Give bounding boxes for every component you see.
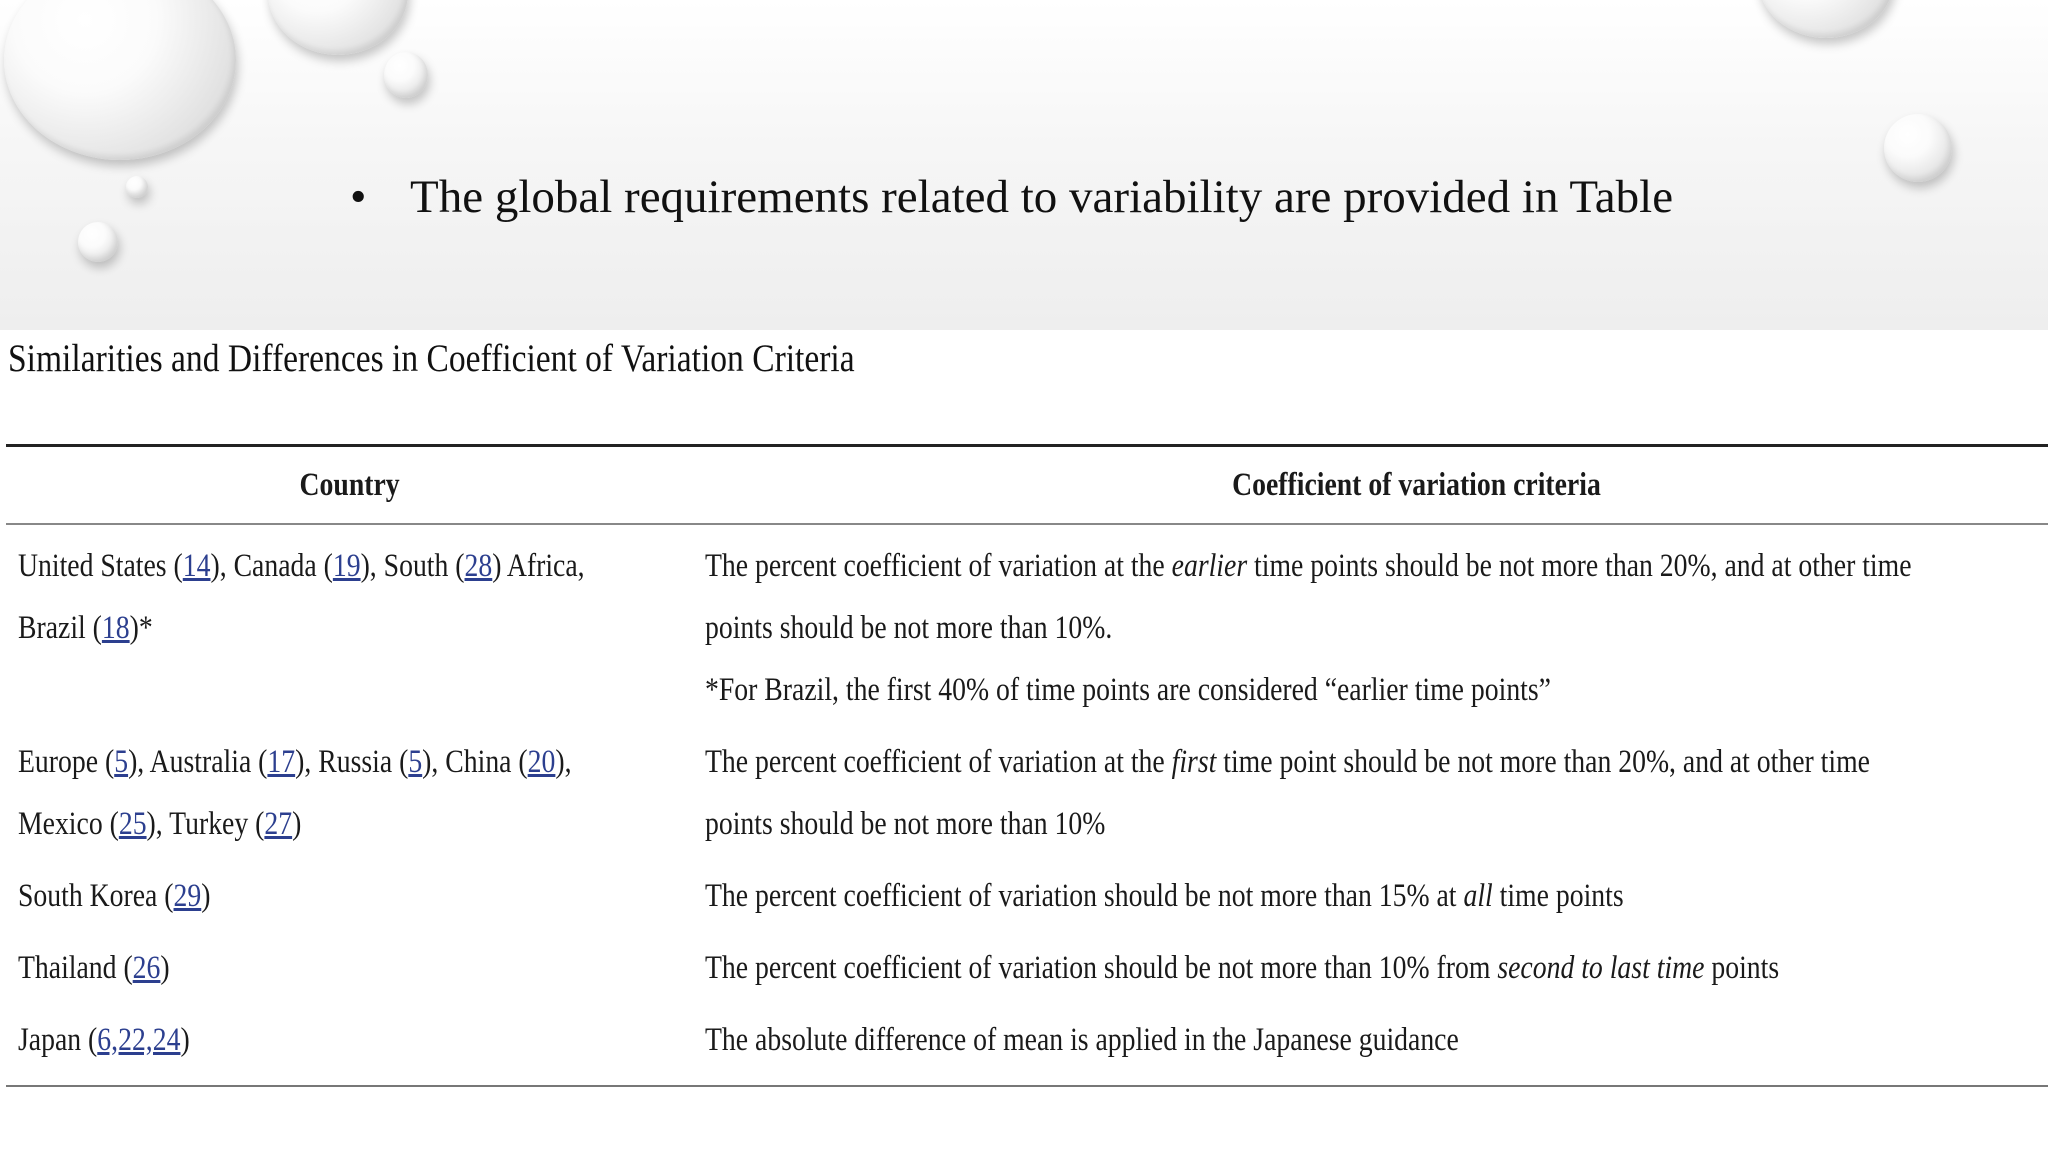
- bullet-text: The global requirements related to variability are provided in Table: [410, 171, 1674, 223]
- text-run: The percent coefficient of variation should be not more than 10% from: [704, 950, 1497, 986]
- text-run: ): [160, 950, 170, 986]
- water-drop-decoration: [384, 52, 428, 98]
- text-run: ), Turkey (: [146, 806, 265, 842]
- country-line: [18, 535, 585, 597]
- text-run: The percent coefficient of variation at the: [704, 548, 1172, 584]
- table-title: Similarities and Differences in Coefficient of Variation Criteria: [8, 337, 855, 380]
- criteria-line: [705, 937, 1779, 999]
- water-drop-decoration: [1884, 114, 1952, 182]
- text-run: The percent coefficient of variation at the: [704, 744, 1172, 780]
- reference-link[interactable]: 18: [101, 610, 130, 646]
- country-cell: [6, 999, 693, 1086]
- table-header-row: [6, 446, 2048, 525]
- text-run: points: [1703, 950, 1779, 986]
- text-run: points should be not more than 10%.: [704, 610, 1112, 646]
- table-row: [6, 927, 2048, 999]
- slide-header-background: [0, 0, 2048, 330]
- emphasis-text: second to last time: [1496, 950, 1704, 986]
- reference-link[interactable]: 29: [173, 878, 202, 914]
- reference-link[interactable]: 6,22,24: [97, 1022, 181, 1058]
- country-line: [18, 865, 210, 927]
- text-run: time points: [1492, 878, 1624, 914]
- text-run: ), South (: [360, 548, 465, 584]
- text-run: points should be not more than 10%: [704, 806, 1105, 842]
- criteria-line: [705, 731, 1870, 793]
- text-run: Brazil (: [18, 610, 102, 646]
- reference-link[interactable]: 17: [267, 744, 296, 780]
- water-drop-decoration: [126, 176, 148, 198]
- reference-link[interactable]: 5: [114, 744, 129, 780]
- text-run: )*: [129, 610, 153, 646]
- text-run: Europe (: [18, 744, 115, 780]
- text-run: time points should be not more than 20%, and at other time: [1246, 548, 1912, 584]
- country-cell: [6, 524, 693, 721]
- country-cell: [6, 927, 693, 999]
- reference-link[interactable]: 27: [264, 806, 293, 842]
- criteria-line: [705, 793, 1105, 855]
- country-cell: [6, 855, 693, 927]
- criteria-line: [705, 535, 1912, 597]
- emphasis-text: first: [1171, 744, 1216, 780]
- reference-link[interactable]: 19: [332, 548, 361, 584]
- text-run: The percent coefficient of variation should be not more than 15% at: [704, 878, 1463, 914]
- text-run: time point should be not more than 20%, and at other time: [1215, 744, 1870, 780]
- text-run: ): [292, 806, 302, 842]
- criteria-cell: [693, 999, 2048, 1086]
- text-run: Mexico (: [18, 806, 119, 842]
- table-row: [6, 524, 2048, 721]
- text-run: The absolute difference of mean is applied in the Japanese guidance: [704, 1022, 1459, 1058]
- text-run: ), Canada (: [210, 548, 333, 584]
- reference-link[interactable]: 20: [527, 744, 556, 780]
- criteria-line: [705, 659, 1551, 721]
- header-criteria: Coefficient of variation criteria: [693, 446, 2048, 525]
- water-drop-decoration: [78, 222, 118, 262]
- country-cell: [6, 721, 693, 855]
- text-run: ): [180, 1022, 190, 1058]
- text-run: ): [201, 878, 211, 914]
- text-run: Thailand (: [18, 950, 133, 986]
- reference-link[interactable]: 25: [118, 806, 147, 842]
- header-country: Country: [6, 446, 693, 525]
- text-run: ) Africa,: [492, 548, 585, 584]
- criteria-cell: [693, 524, 2048, 721]
- reference-link[interactable]: 26: [132, 950, 161, 986]
- bullet-point: [350, 170, 1673, 224]
- criteria-cell: [693, 721, 2048, 855]
- text-run: South Korea (: [18, 878, 174, 914]
- criteria-cell: [693, 855, 2048, 927]
- criteria-line: [705, 865, 1624, 927]
- emphasis-text: earlier: [1171, 548, 1247, 584]
- table-body: [6, 524, 2048, 1086]
- criteria-cell: [693, 927, 2048, 999]
- reference-link[interactable]: 14: [182, 548, 211, 584]
- reference-link[interactable]: 28: [464, 548, 493, 584]
- country-line: [18, 1009, 190, 1071]
- country-line: [18, 597, 153, 659]
- reference-link[interactable]: 5: [408, 744, 423, 780]
- country-line: [18, 793, 301, 855]
- text-run: ), China (: [422, 744, 528, 780]
- text-run: United States (: [18, 548, 183, 584]
- text-run: ), Australia (: [128, 744, 268, 780]
- text-run: *For Brazil, the first 40% of time points are considered “earlier time points”: [704, 672, 1551, 708]
- text-run: ), Russia (: [295, 744, 409, 780]
- criteria-line: [705, 597, 1112, 659]
- emphasis-text: all: [1462, 878, 1493, 914]
- text-run: Japan (: [18, 1022, 98, 1058]
- table-row: [6, 721, 2048, 855]
- table-row: [6, 999, 2048, 1086]
- coefficient-of-variation-table: [6, 444, 2048, 1087]
- table-row: [6, 855, 2048, 927]
- text-run: ),: [555, 744, 572, 780]
- bullet-symbol: •: [350, 171, 367, 223]
- criteria-line: [705, 1009, 1459, 1071]
- country-line: [18, 937, 170, 999]
- country-line: [18, 731, 572, 793]
